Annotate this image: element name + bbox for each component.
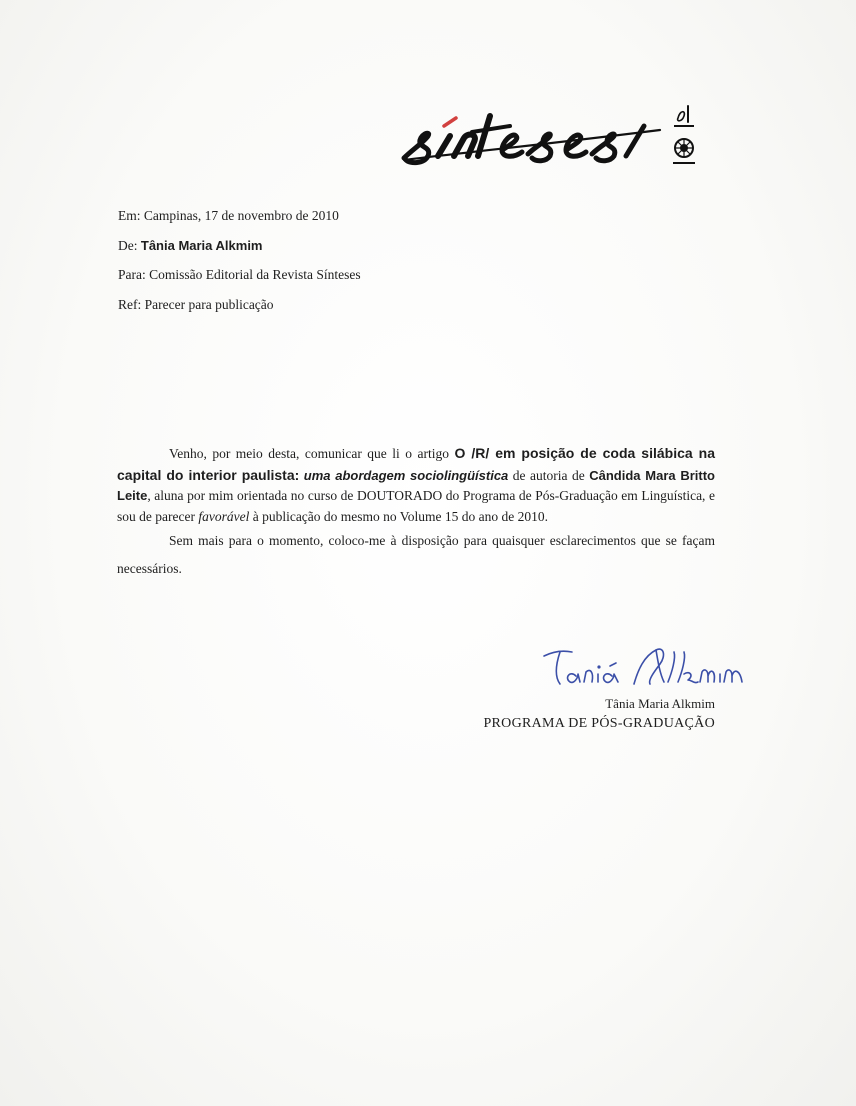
article-title-italic: uma abordagem sociolingüística bbox=[303, 467, 509, 483]
header-em-value: Campinas, 17 de novembro de 2010 bbox=[143, 208, 339, 223]
header-em-label: Em: bbox=[118, 208, 141, 223]
letter-body bbox=[117, 443, 715, 583]
p1-intro: Venho, por meio desta, comunicar que li o artigo bbox=[169, 446, 455, 461]
p1-end: à publicação do mesmo no Volume 15 do ano de 2010. bbox=[249, 508, 549, 524]
handwritten-signature bbox=[538, 636, 748, 700]
signatory-program: PROGRAMA DE PÓS-GRADUAÇÃO bbox=[483, 716, 715, 731]
p1-after-title: de autoria de bbox=[508, 467, 590, 483]
article-author: Cândida Mara Britto Leite bbox=[117, 467, 716, 503]
header-ref-value: Parecer para publicação bbox=[144, 296, 274, 312]
memo-header bbox=[118, 201, 361, 319]
paragraph-2: Sem mais para o momento, coloco-me à disposição para quaisquer esclarecimentos que se façam necessários. bbox=[117, 533, 715, 576]
sinteses-logo bbox=[398, 96, 703, 176]
favoravel-word: favorável bbox=[198, 508, 250, 524]
header-ref-label: Ref: bbox=[118, 296, 142, 312]
sinteses-wordmark bbox=[398, 96, 668, 176]
header-em-row bbox=[118, 201, 361, 231]
unicamp-seal-icon bbox=[666, 100, 702, 174]
paragraph-1 bbox=[117, 443, 715, 527]
header-para-row bbox=[118, 260, 361, 290]
p1-after-author: , aluna por mim orientada no curso de DOUTORADO do Programa de Pós-Graduação em Linguística, e sou de parecer bbox=[117, 488, 715, 524]
header-ref-row bbox=[118, 290, 361, 320]
header-para-value: Comissão Editorial da Revista Sínteses bbox=[149, 267, 361, 282]
header-para-label: Para: bbox=[118, 267, 146, 282]
article-title-bold: O /R/ em posição de coda silábica na capital do interior paulista: bbox=[117, 445, 715, 483]
header-de-label: De: bbox=[118, 237, 138, 253]
signatory-name: Tânia Maria Alkmim bbox=[605, 696, 715, 711]
header-de-value: Tânia Maria Alkmim bbox=[140, 237, 263, 253]
header-de-row bbox=[118, 231, 361, 261]
